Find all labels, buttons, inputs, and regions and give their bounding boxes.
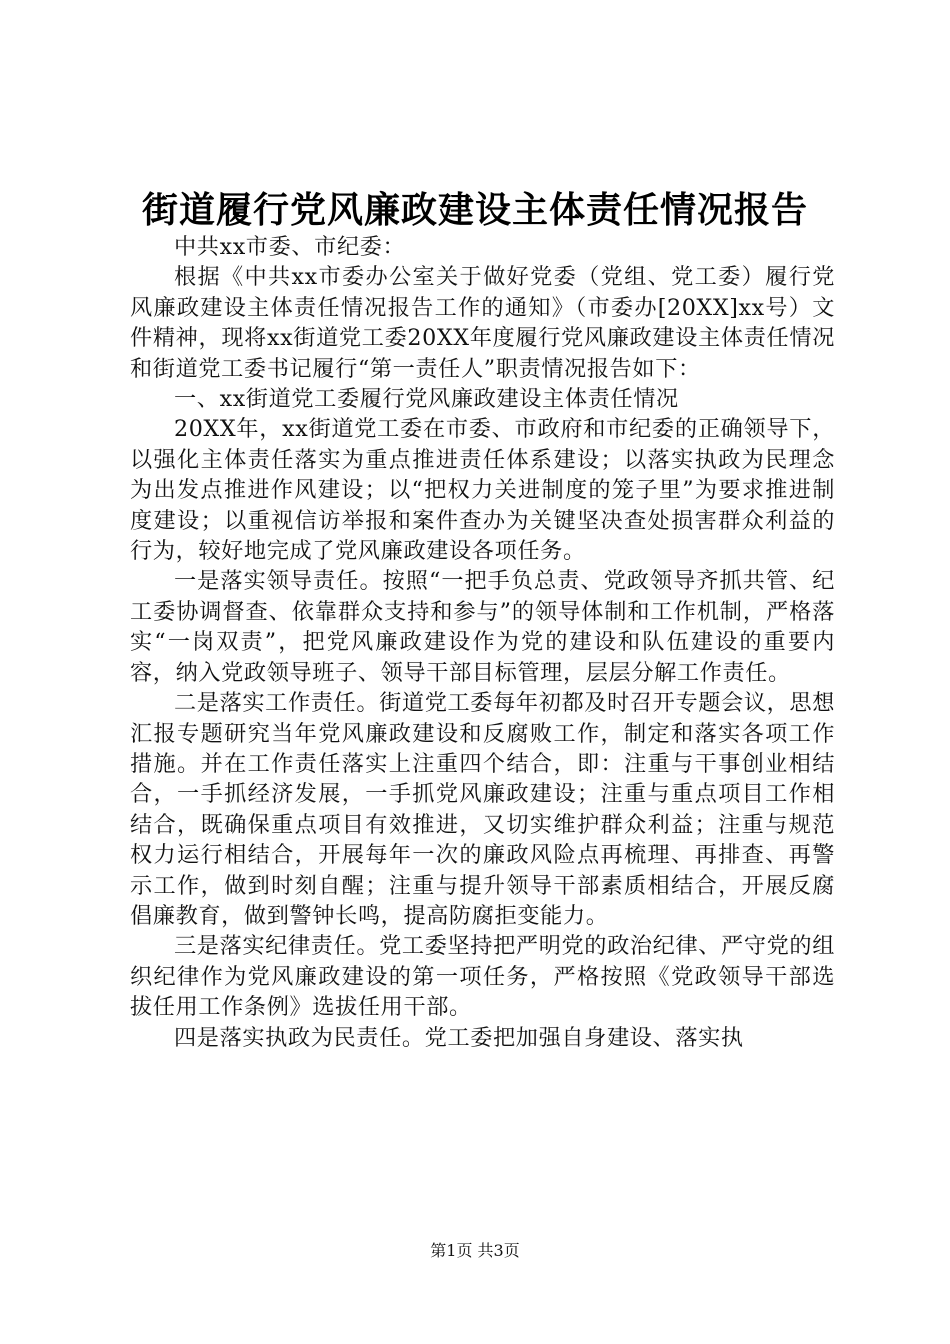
body-paragraph: 三是落实纪律责任。党工委坚持把严明党的政治纪律、严守党的组织纪律作为党风廉政建设的第一项任务，严格按照《党政领导干部选拔任用工作条例》选拔任用干部。 — [130, 933, 835, 1021]
body-paragraph: 根据《中共xx市委办公室关于做好党委（党组、党工委）履行党风廉政建设主体责任情况报告工作的通知》（市委办[20XX]xx号）文件精神，现将xx街道党工委20XX年度履行党风廉政建设主体责任情况和街道党工委书记履行“第一责任人”职责情况报告如下： — [130, 264, 835, 382]
body-paragraph: 四是落实执政为民责任。党工委把加强自身建设、落实执 — [174, 1024, 744, 1051]
document-title: 街道履行党风廉政建设主体责任情况报告 — [141, 189, 808, 231]
body-paragraph: 一是落实领导责任。按照“一把手负总责、党政领导齐抓共管、纪工委协调督查、依靠群众支持和参与”的领导体制和工作机制，严格落实“一岗双责”，把党风廉政建设作为党的建设和队伍建设的重要内容，纳入党政领导班子、领导干部目标管理，层层分解工作责任。 — [130, 568, 835, 686]
section-heading: 一、xx街道党工委履行党风廉政建设主体责任情况 — [174, 386, 679, 413]
page-number-footer: 第1页 共3页 — [430, 1241, 520, 1260]
document-body — [130, 232, 835, 1053]
body-paragraph: 二是落实工作责任。街道党工委每年初都及时召开专题会议，思想汇报专题研究当年党风廉政建设和反腐败工作，制定和落实各项工作措施。并在工作责任落实上注重四个结合，即：注重与干事创业相结合，一手抓经济发展，一手抓党风廉政建设；注重与重点项目工作相结合，既确保重点项目有效推进，又切实维护群众利益；注重与规范权力运行相结合，开展每年一次的廉政风险点再梳理、再排查、再警示工作，做到时刻自醒；注重与提升领导干部素质相结合，开展反腐倡廉教育，做到警钟长鸣，提高防腐拒变能力。 — [130, 690, 835, 929]
body-paragraph: 20XX年，xx街道党工委在市委、市政府和市纪委的正确领导下，以强化主体责任落实为重点推进责任体系建设；以落实执政为民理念为出发点推进作风建设；以“把权力关进制度的笼子里”为要求推进制度建设；以重视信访举报和案件查办为关键坚决查处损害群众利益的行为，较好地完成了党风廉政建设各项任务。 — [130, 416, 835, 565]
salutation: 中共xx市委、市纪委： — [174, 234, 406, 260]
